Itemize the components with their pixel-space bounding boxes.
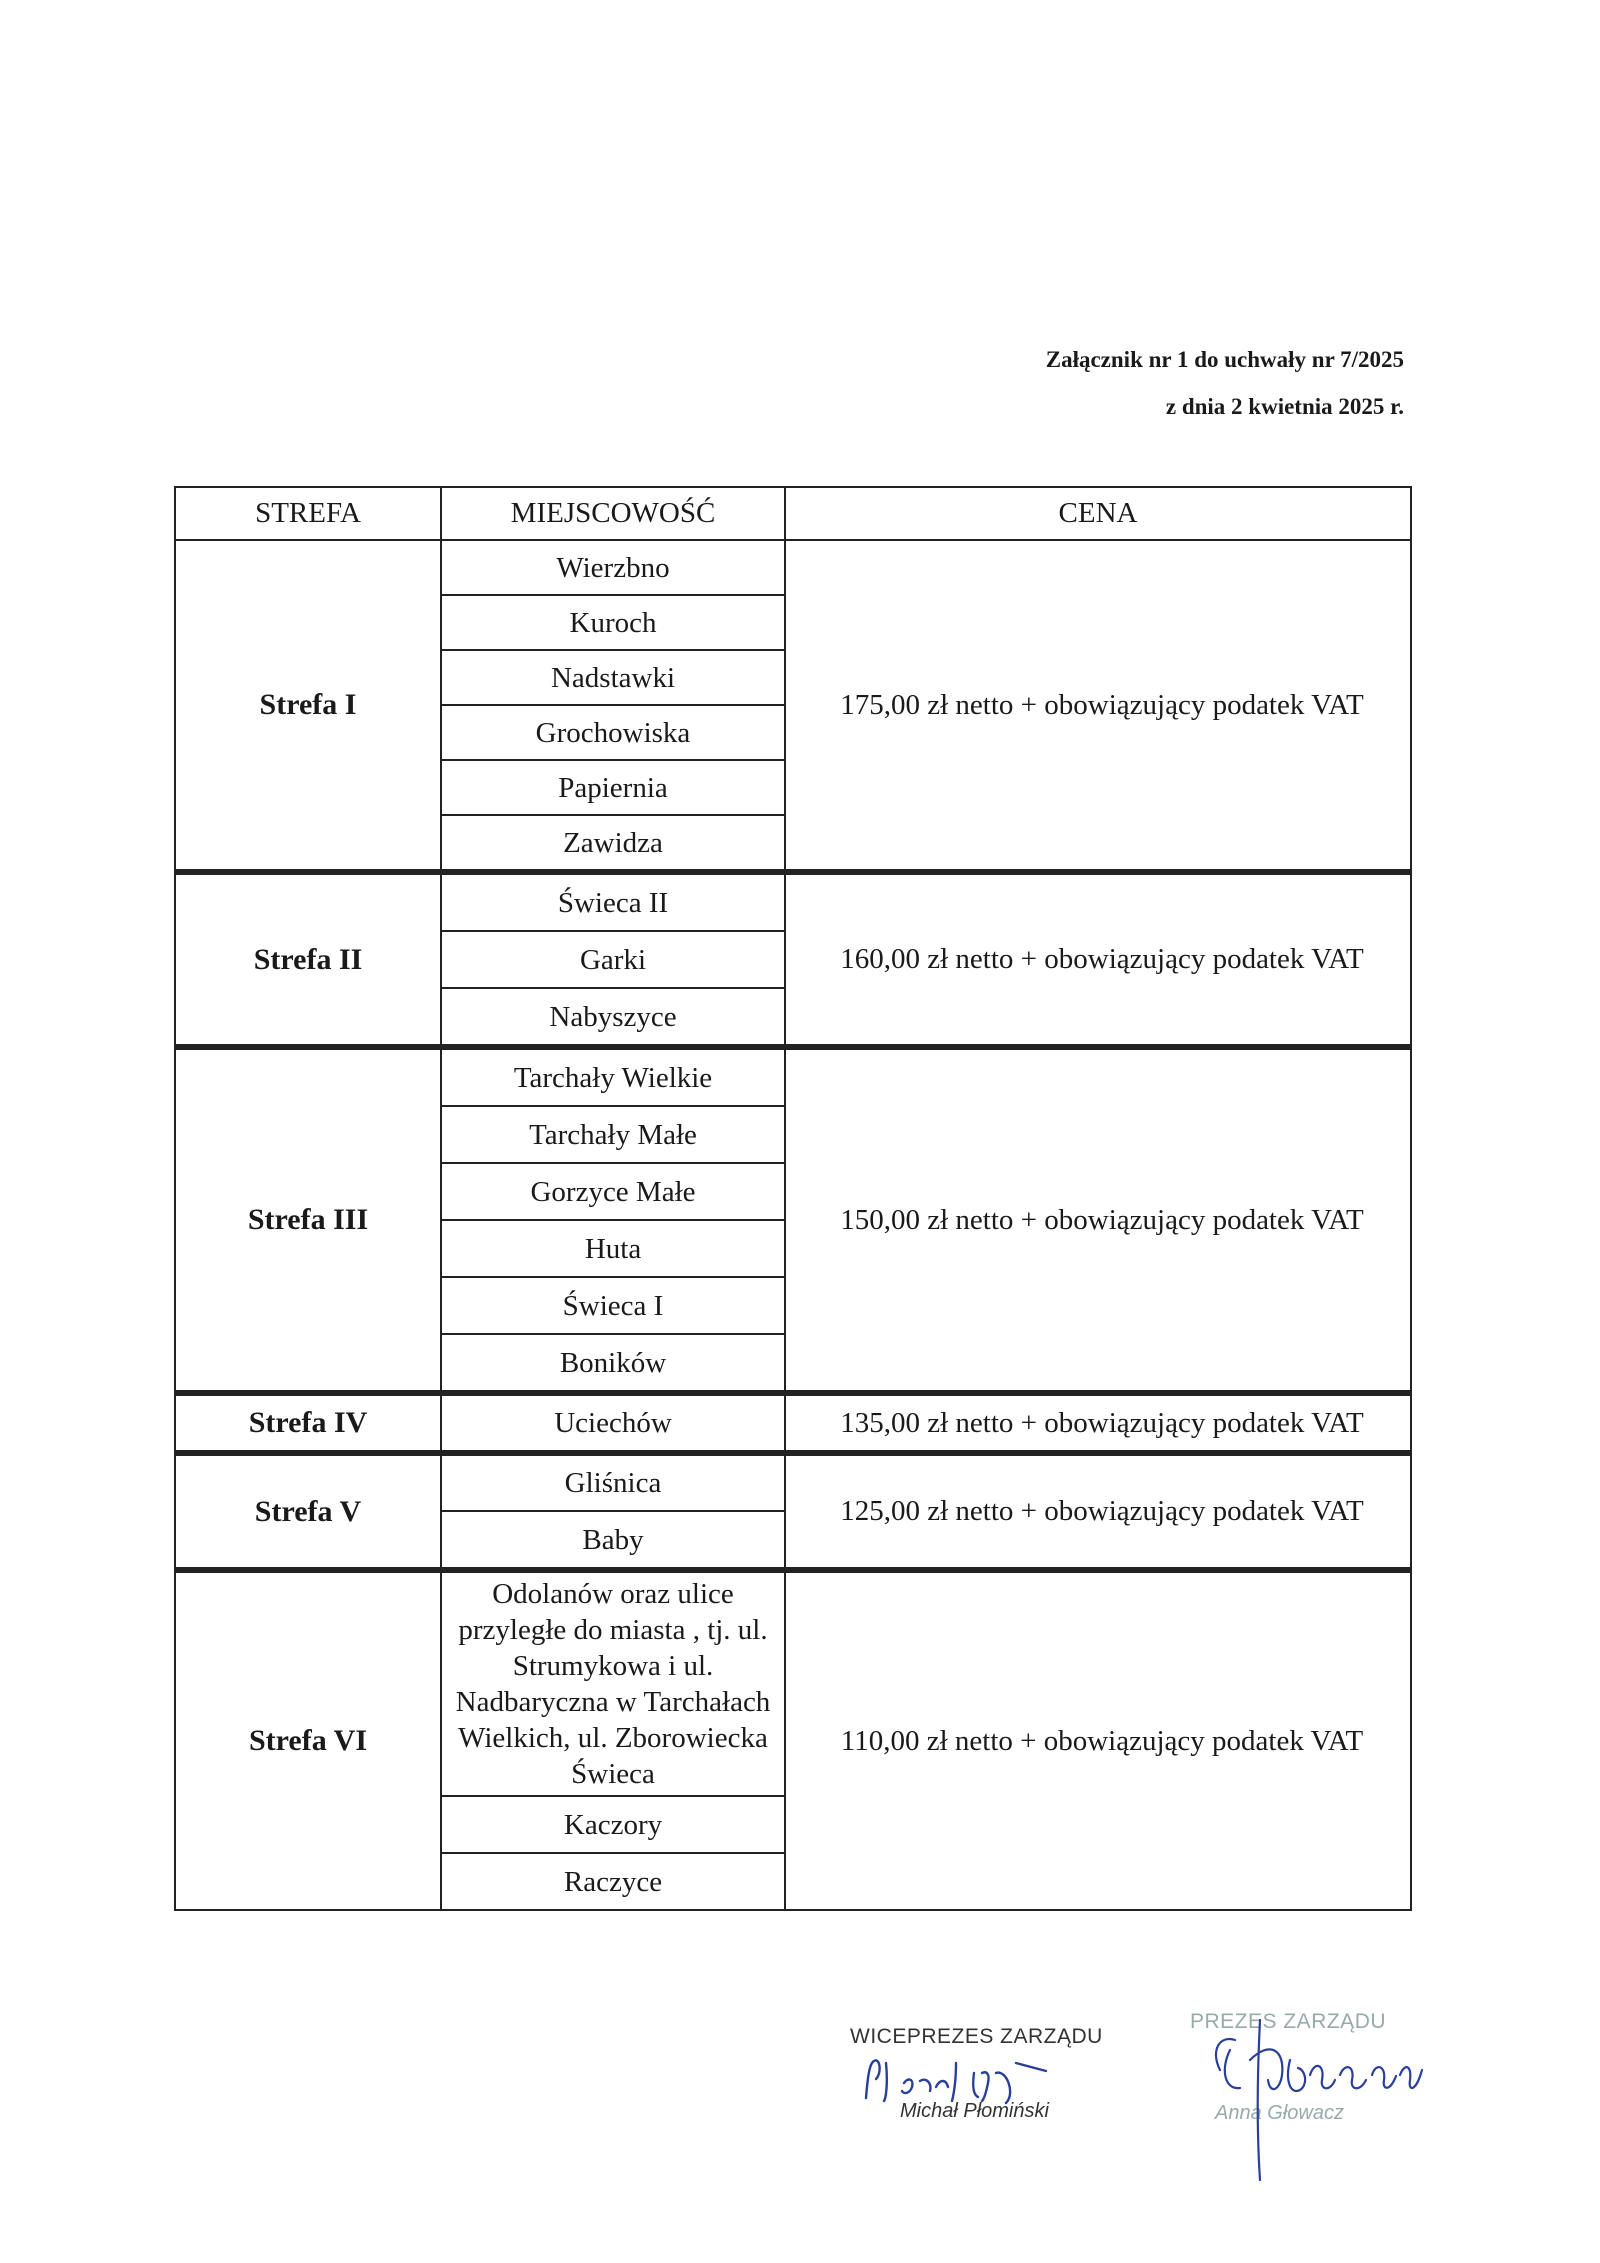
zone-places	[442, 875, 786, 1044]
place-cell: Raczyce	[563, 1865, 663, 1898]
zone-name: Strefa IV	[176, 1396, 442, 1450]
place-cell: Uciechów	[554, 1407, 672, 1439]
zone-places	[442, 1396, 786, 1450]
zone-places	[442, 1050, 786, 1390]
zone-name: Strefa II	[176, 875, 442, 1044]
place-cell: Grochowiska	[442, 706, 784, 761]
place-cell: Gliśnica	[442, 1456, 784, 1512]
zone-row	[174, 1392, 1412, 1452]
zone-name: Strefa V	[176, 1456, 442, 1567]
vice-president-signature-block	[850, 2025, 1150, 2122]
attachment-title: Załącznik nr 1 do uchwały nr 7/2025	[1045, 347, 1404, 372]
table-header-row	[174, 486, 1412, 541]
place-cell: Odolanów oraz ulice przyległe do miasta , tj. ul. Strumykowa i ul. Nadbaryczna w Tarchałach Wielkich, ul. Zborowiecka Świeca	[442, 1573, 784, 1797]
place-cell: Papiernia	[442, 761, 784, 816]
place-cell: Garki	[442, 932, 784, 989]
place-cell: Zawidza	[563, 826, 663, 859]
place-cell: Kuroch	[442, 596, 784, 651]
zone-places	[442, 1456, 786, 1567]
place-cell: Baby	[582, 1523, 644, 1556]
place-cell: Tarchały Małe	[442, 1107, 784, 1164]
place-cell: Nadstawki	[442, 651, 784, 706]
place-cell: Gorzyce Małe	[442, 1164, 784, 1221]
zone-name: Strefa I	[176, 541, 442, 869]
place-cell: Boników	[559, 1346, 667, 1379]
vice-president-name: Michał Płomiński	[900, 2100, 1049, 2122]
header-miejscowosc: MIEJSCOWOŚĆ	[442, 488, 786, 539]
president-name: Anna Głowacz	[1215, 2102, 1344, 2124]
place-cell: Tarchały Wielkie	[442, 1050, 784, 1107]
vice-president-title: WICEPREZES ZARZĄDU	[850, 2025, 1103, 2048]
president-signature-block	[1190, 2010, 1430, 2124]
zone-price: 110,00 zł netto + obowiązujący podatek VAT	[840, 1724, 1364, 1757]
attachment-date: z dnia 2 kwietnia 2025 r.	[1165, 394, 1404, 419]
place-cell: Wierzbno	[442, 541, 784, 596]
place-cell: Nabyszyce	[549, 1000, 677, 1033]
place-cell: Huta	[442, 1221, 784, 1278]
zone-row	[174, 1569, 1412, 1911]
header-cena: CENA	[1058, 497, 1138, 529]
zone-price: 175,00 zł netto + obowiązujący podatek VAT	[840, 688, 1364, 721]
zone-price: 125,00 zł netto + obowiązujący podatek VAT	[840, 1495, 1364, 1527]
zone-row	[174, 871, 1412, 1046]
zone-name: Strefa VI	[176, 1573, 442, 1909]
president-title: PREZES ZARZĄDU	[1190, 2010, 1387, 2033]
zone-row	[174, 1046, 1412, 1392]
place-cell: Świeca I	[442, 1278, 784, 1335]
zone-name: Strefa III	[176, 1050, 442, 1390]
zone-places	[442, 1573, 786, 1909]
zone-price: 150,00 zł netto + obowiązujący podatek VAT	[840, 1203, 1364, 1236]
zone-places	[442, 541, 786, 869]
president-signature	[1190, 1980, 1470, 2200]
header-strefa: STREFA	[176, 488, 442, 539]
zone-price: 160,00 zł netto + obowiązujący podatek VAT	[840, 943, 1364, 975]
zone-row	[174, 1452, 1412, 1569]
zone-price: 135,00 zł netto + obowiązujący podatek VAT	[840, 1406, 1364, 1439]
zones-price-table	[174, 486, 1412, 1911]
place-cell: Kaczory	[442, 1797, 784, 1854]
place-cell: Świeca II	[442, 875, 784, 932]
zone-row	[174, 541, 1412, 871]
